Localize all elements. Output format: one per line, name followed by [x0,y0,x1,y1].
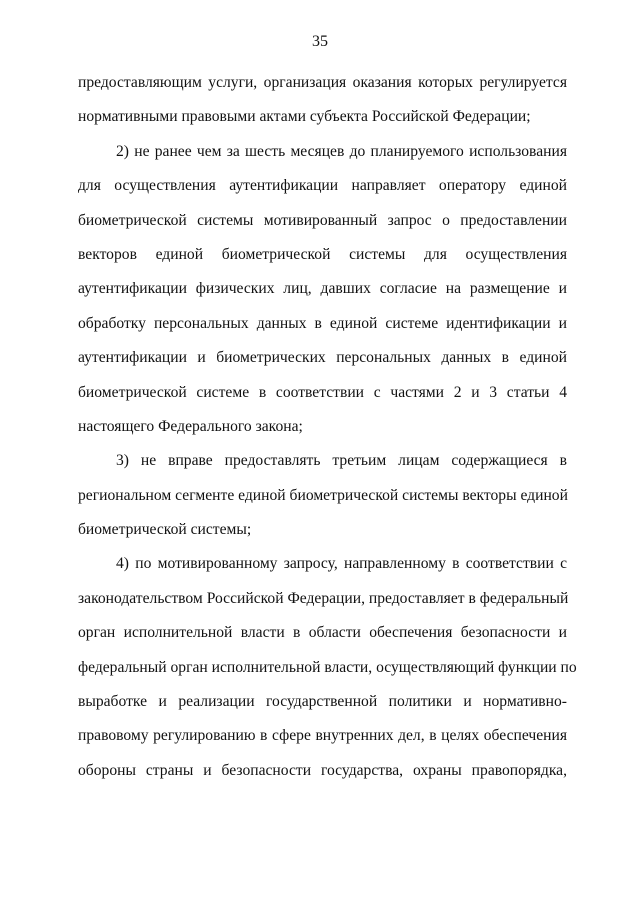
text-line: биометрической системы мотивированный запрос о предоставлении [78,211,567,229]
text-line: обороны страны и безопасности государства, охраны правопорядка, [78,761,567,779]
text-line: биометрической системе в соответствии с частями 2 и 3 статьи 4 [78,383,567,401]
text-line: обработку персональных данных в единой системе идентификации и [78,314,567,332]
text-line: 3) не вправе предоставлять третьим лицам содержащиеся в [116,452,567,470]
text-line: законодательством Российской Федерации, предоставляет в федеральный [78,589,569,607]
text-line: региональном сегменте единой биометрической системы векторы единой [78,486,568,504]
text-line: биометрической системы; [78,521,252,539]
text-line: предоставляющим услуги, организация оказания которых регулируется [78,74,567,91]
text-line: аутентификации и биометрических персональных данных в единой [78,349,567,367]
page-number: 35 [312,33,328,50]
text-line: федеральный орган исполнительной власти, осуществляющий функции по [78,658,577,676]
text-line: выработке и реализации государственной политики и нормативно- [78,693,567,711]
text-line: нормативными правовыми актами субъекта Российской Федерации; [78,108,531,126]
document-body [78,66,577,788]
text-line: для осуществления аутентификации направляет оператору единой [78,177,567,195]
text-line: настоящего Федерального закона; [78,417,303,435]
text-line: 4) по мотивированному запросу, направленному в соответствии с [116,555,567,573]
text-line: правовому регулированию в сфере внутренних дел, в целях обеспечения [78,727,567,745]
text-line: векторов единой биометрической системы для осуществления [78,245,567,263]
text-line: 2) не ранее чем за шесть месяцев до планируемого использования [116,142,567,160]
text-line: аутентификации физических лиц, давших согласие на размещение и [78,280,567,298]
text-line: орган исполнительной власти в области обеспечения безопасности и [78,624,567,642]
